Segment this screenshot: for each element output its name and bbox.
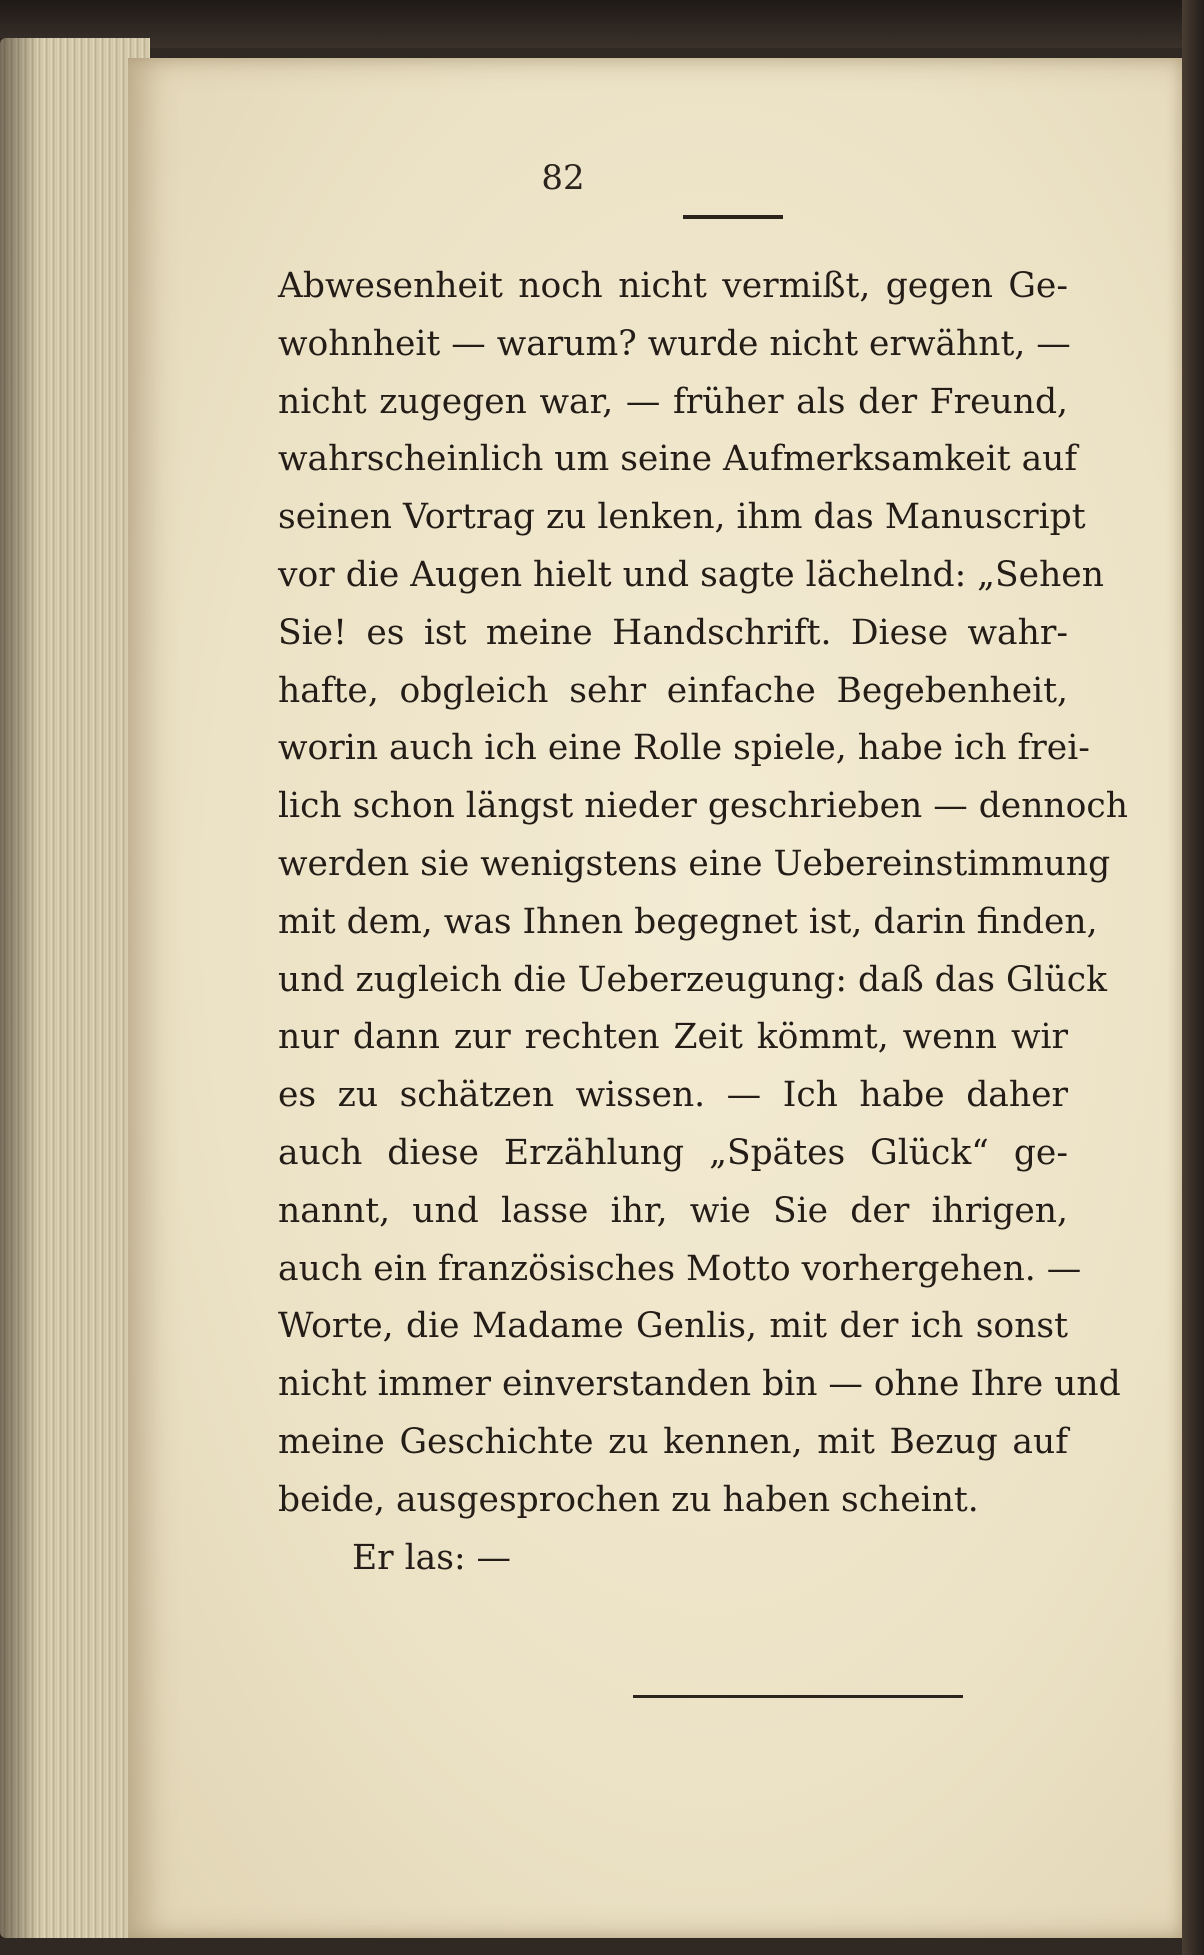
text-line: mit dem, was Ihnen begegnet ist, darin finden, bbox=[278, 901, 1098, 942]
page-number: 82 bbox=[541, 158, 585, 198]
text-line: auch diese Erzählung „Spätes Glück“ ge- bbox=[278, 1132, 1068, 1173]
footer-rule bbox=[633, 1695, 963, 1698]
text-line: und zugleich die Ueberzeugung: daß das Glück bbox=[278, 959, 1107, 1000]
text-line: Abwesenheit noch nicht vermißt, gegen Ge- bbox=[278, 266, 1068, 306]
text-line: beide, ausgesprochen zu haben scheint. bbox=[278, 1479, 979, 1520]
text-line: wohnheit — warum? wurde nicht erwähnt, — bbox=[278, 323, 1071, 364]
text-line: meine Geschichte zu kennen, mit Bezug auf bbox=[278, 1421, 1068, 1462]
book-page bbox=[128, 58, 1184, 1938]
book-cover-right-edge bbox=[1182, 0, 1204, 1955]
header-rule bbox=[683, 215, 783, 219]
text-line: werden sie wenigstens eine Uebereinstimmung bbox=[278, 843, 1111, 884]
text-line: auch ein französisches Motto vorhergehen. — bbox=[278, 1248, 1082, 1289]
text-line: wahrscheinlich um seine Aufmerksamkeit auf bbox=[278, 439, 1078, 480]
body-text bbox=[278, 258, 1128, 1587]
text-line: lich schon längst nieder geschrieben — dennoch bbox=[278, 786, 1128, 827]
text-line: es zu schätzen wissen. — Ich habe daher bbox=[278, 1075, 1068, 1116]
text-line: Sie! es ist meine Handschrift. Diese wahr- bbox=[278, 612, 1068, 653]
text-line: hafte, obgleich sehr einfache Begebenheit, bbox=[278, 670, 1068, 711]
book-cover-top-edge bbox=[0, 0, 1204, 48]
text-line: vor die Augen hielt und sagte lächelnd: „Sehen bbox=[278, 554, 1104, 595]
text-line: seinen Vortrag zu lenken, ihm das Manuscript bbox=[278, 497, 1086, 538]
text-line: nur dann zur rechten Zeit kömmt, wenn wir bbox=[278, 1017, 1068, 1058]
text-line: nicht immer einverstanden bin — ohne Ihre und bbox=[278, 1364, 1121, 1405]
text-line: Worte, die Madame Genlis, mit der ich sonst bbox=[278, 1306, 1068, 1347]
closing-line: Er las: — bbox=[352, 1537, 512, 1578]
text-line: worin auch ich eine Rolle spiele, habe ich frei- bbox=[278, 728, 1090, 769]
text-line: nicht zugegen war, — früher als der Freund, bbox=[278, 381, 1068, 422]
text-line: nannt, und lasse ihr, wie Sie der ihrigen, bbox=[278, 1190, 1068, 1231]
